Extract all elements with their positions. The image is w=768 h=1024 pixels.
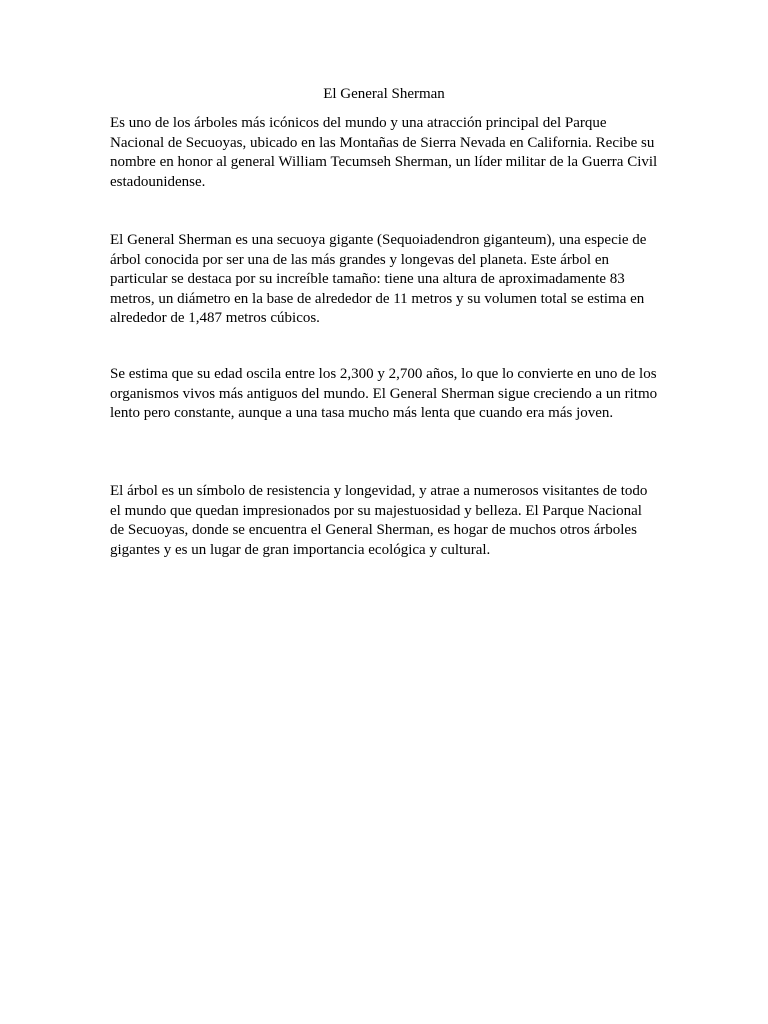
paragraph-3: Se estima que su edad oscila entre los 2,300 y 2,700 años, lo que lo convierte en uno de los organismos vivos más antiguos del mundo. El General Sherman sigue creciendo a un ritmo lento pero constante, aunque a una tasa mucho más lenta que cuando era más joven. <box>110 366 658 422</box>
paragraph-1: Es uno de los árboles más icónicos del mundo y una atracción principal del Parque Nacional de Secuoyas, ubicado en las Montañas de Sierra Nevada en California. Recibe su nombre en honor al general William Tecumseh Sherman, un líder militar de la Guerra Civil estadounidense. <box>110 115 658 190</box>
paragraph-4: El árbol es un símbolo de resistencia y longevidad, y atrae a numerosos visitantes de todo el mundo que quedan impresionados por su majestuosidad y belleza. El Parque Nacional de Secuoyas, donde se encuentra el General Sherman, es hogar de muchos otros árboles gigantes y es un lugar de gran importancia ecológica y cultural. <box>110 483 648 558</box>
paragraph-2: El General Sherman es una secuoya gigante (Sequoiadendron giganteum), una especie de árbol conocida por ser una de las más grandes y longevas del planeta. Este árbol en particular se destaca por su increíble tamaño: tiene una altura de aproximadamente 83 metros, un diámetro en la base de alrededor de 11 metros y su volumen total se estima en alrededor de 1,487 metros cúbicos. <box>110 232 647 327</box>
document-title: El General Sherman <box>323 86 445 102</box>
